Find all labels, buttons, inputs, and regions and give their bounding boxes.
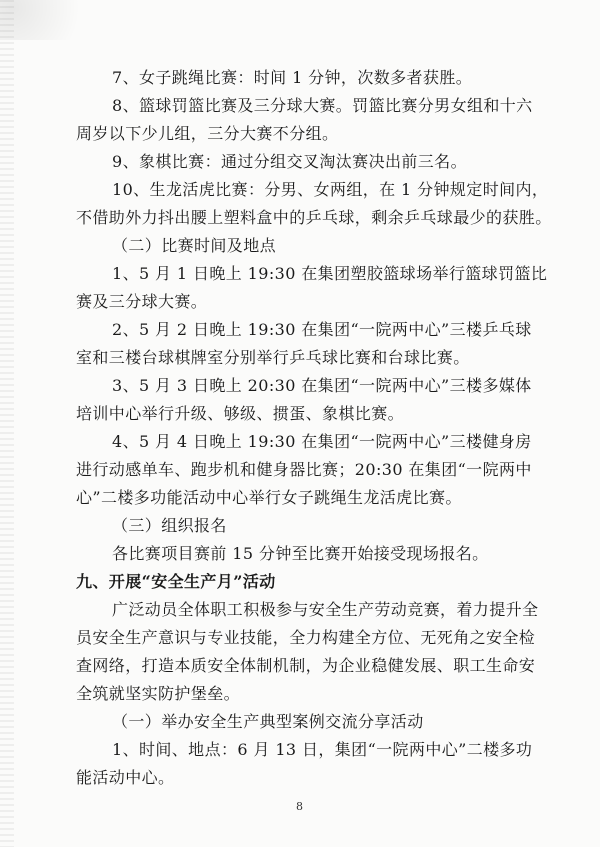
text-line-18: 各比赛项目赛前 15 分钟至比赛开始接受现场报名。 [112,544,489,563]
text-line-4: 9、象棋比赛：通过分组交叉淘汰赛决出前三名。 [112,152,467,171]
text-line-12: 3、5 月 3 日晚上 20:30 在集团“一院两中心”三楼多媒体 [112,376,532,395]
text-line-9: 赛及三分球大赛。 [76,292,208,311]
page-number: 8 [296,800,303,813]
section-heading-registration: （三）组织报名 [112,516,227,535]
text-line-6: 不借助外力抖出腰上塑料盒中的乒乓球，剩余乒乓球最少的获胜。 [76,208,552,227]
section-heading-schedule: （二）比赛时间及地点 [112,236,277,255]
text-line-15: 进行动感单车、跑步机和健身器比赛；20:30 在集团“一院两中 [76,460,532,479]
scan-corner-noise [0,0,120,40]
text-line-20: 广泛动员全体职工积极参与安全生产劳动竞赛，着力提升全 [112,600,539,619]
section-heading-case-sharing: （一）举办安全生产典型案例交流分享活动 [112,712,424,731]
scan-edge-noise [0,0,14,847]
text-line-8: 1、5 月 1 日晚上 19:30 在集团塑胶篮球场举行篮球罚篮比 [112,264,548,283]
text-line-26: 能活动中心。 [76,768,175,787]
text-line-23: 全筑就坚实防护堡垒。 [76,684,241,703]
section-heading-safety-month: 九、开展“安全生产月”活动 [76,572,276,591]
text-line-10: 2、5 月 2 日晚上 19:30 在集团“一院两中心”三楼乒乓球 [112,320,532,339]
text-line-22: 查网络，打造本质安全体制机制，为企业稳健发展、职工生命安 [76,656,536,675]
text-line-21: 员安全生产意识与专业技能，全力构建全方位、无死角之安全检 [76,628,536,647]
text-line-3: 周岁以下少儿组，三分大赛不分组。 [76,124,339,143]
text-line-1: 7、女子跳绳比赛：时间 1 分钟，次数多者获胜。 [112,68,473,87]
text-line-16: 心”二楼多功能活动中心举行女子跳绳生龙活虎比赛。 [76,488,462,507]
text-line-13: 培训中心举行升级、够级、掼蛋、象棋比赛。 [76,404,405,423]
text-line-2: 8、篮球罚篮比赛及三分球大赛。罚篮比赛分男女组和十六 [112,96,533,115]
text-line-11: 室和三楼台球棋牌室分别举行乒乓球比赛和台球比赛。 [76,348,470,367]
text-line-5: 10、生龙活虎比赛：分男、女两组，在 1 分钟规定时间内， [112,180,549,199]
text-line-14: 4、5 月 4 日晚上 19:30 在集团“一院两中心”三楼健身房 [112,432,532,451]
text-line-25: 1、时间、地点：6 月 13 日，集团“一院两中心”二楼多功 [112,740,533,759]
